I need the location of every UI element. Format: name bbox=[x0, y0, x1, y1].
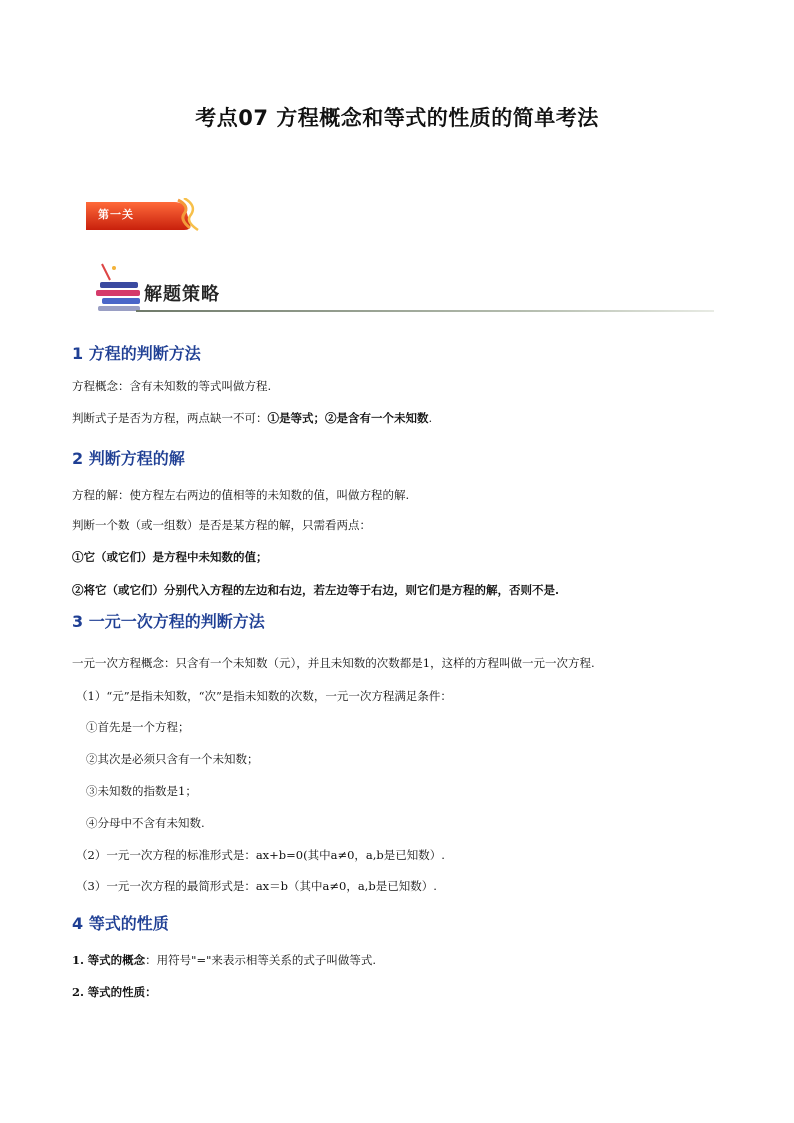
section-3-heading: 3 一元一次方程的判断方法 bbox=[72, 612, 265, 631]
s4-paragraph-1 bbox=[72, 952, 376, 968]
s3-item-4: ④分母中不含有未知数. bbox=[86, 816, 205, 830]
s3-item-1: ①首先是一个方程； bbox=[86, 720, 190, 734]
s4-p2-number: 2. bbox=[72, 985, 85, 999]
section-1-heading: 1 方程的判断方法 bbox=[72, 344, 201, 363]
s2-paragraph-2: 判断一个数（或一组数）是否是某方程的解，只需看两点： bbox=[72, 518, 371, 532]
s3-paragraph-2: （1）“元”是指未知数，“次”是指未知数的次数，一元一次方程满足条件： bbox=[76, 689, 452, 703]
banner-label: 第一关 bbox=[98, 208, 134, 221]
level-banner bbox=[86, 198, 201, 232]
s4-paragraph-2 bbox=[72, 984, 157, 1000]
s2-point-1: ①它（或它们）是方程中未知数的值； bbox=[72, 550, 268, 564]
s1-p2-suffix: . bbox=[428, 411, 433, 425]
s4-p1-text: ：用符号"="来表示相等关系的式子叫做等式. bbox=[145, 953, 377, 967]
s1-p2-bold: ①是等式；②是含有一个未知数 bbox=[267, 411, 429, 425]
s1-paragraph-1: 方程概念：含有未知数的等式叫做方程. bbox=[72, 379, 272, 393]
section-4-heading: 4 等式的性质 bbox=[72, 914, 169, 933]
s3-paragraph-1: 一元一次方程概念：只含有一个未知数（元），并且未知数的次数都是1，这样的方程叫做一元一次方程. bbox=[72, 656, 595, 670]
s4-p1-number: 1. bbox=[72, 953, 85, 967]
section-2-heading: 2 判断方程的解 bbox=[72, 449, 185, 468]
s4-p1-term: 等式的概念 bbox=[87, 953, 146, 967]
s2-paragraph-1: 方程的解：使方程左右两边的值相等的未知数的值，叫做方程的解. bbox=[72, 488, 410, 502]
s4-p2-term: 等式的性质： bbox=[87, 985, 157, 999]
s1-p2-prefix: 判断式子是否为方程，两点缺一不可： bbox=[72, 411, 268, 425]
s3-item-3: ③未知数的指数是1； bbox=[86, 784, 197, 798]
s2-point-2: ②将它（或它们）分别代入方程的左边和右边，若左边等于右边，则它们是方程的解，否则不是. bbox=[72, 583, 559, 597]
strategy-header bbox=[96, 262, 716, 316]
s3-paragraph-4: （3）一元一次方程的最简形式是：ax＝b（其中a≠0，a,b是已知数）. bbox=[76, 879, 437, 893]
strategy-divider bbox=[136, 310, 714, 312]
s3-item-2: ②其次是必须只含有一个未知数； bbox=[86, 752, 259, 766]
s3-paragraph-3: （2）一元一次方程的标准形式是：ax+b=0(其中a≠0，a,b是已知数）. bbox=[76, 848, 445, 862]
books-icon bbox=[96, 262, 144, 314]
strategy-title: 解题策略 bbox=[144, 284, 220, 305]
page-title: 考点07 方程概念和等式的性质的简单考法 bbox=[195, 106, 599, 130]
s1-paragraph-2 bbox=[72, 410, 432, 426]
